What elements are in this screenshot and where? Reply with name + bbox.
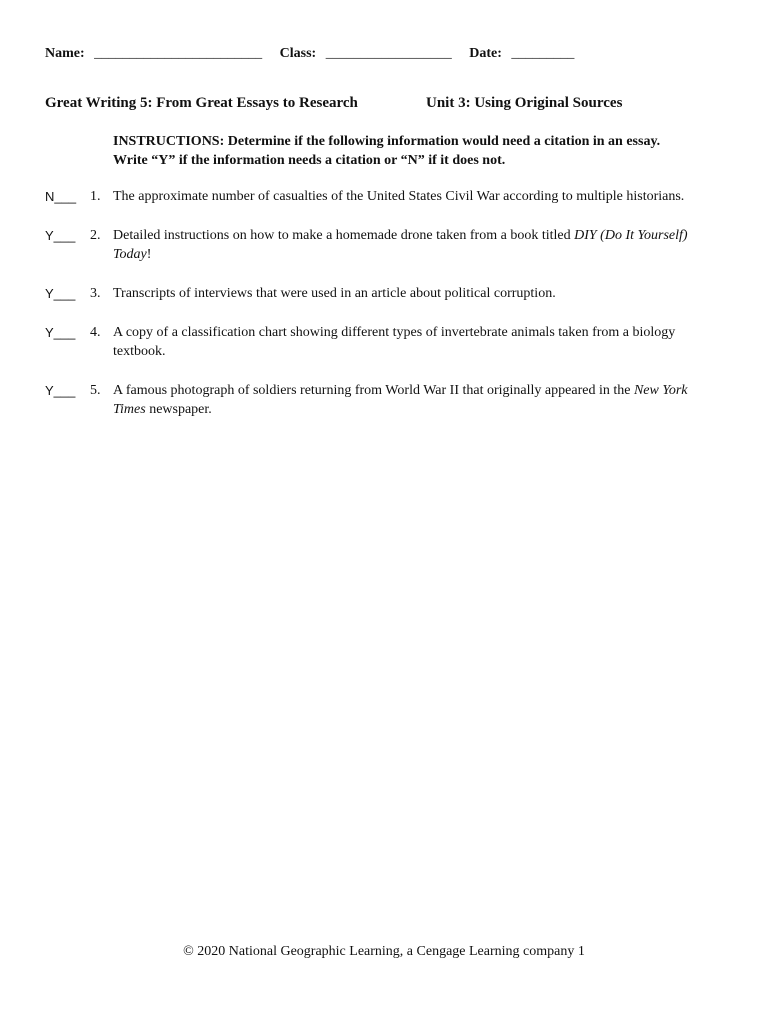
instructions-line-2: Write “Y” if the information needs a citation or “N” if it does not. xyxy=(113,153,506,168)
answer-blank: Y___ xyxy=(45,286,76,301)
copyright-footer: © 2020 National Geographic Learning, a Cengage Learning company 1 xyxy=(183,944,585,959)
question-item xyxy=(45,226,735,264)
date-label: Date: xyxy=(469,46,502,61)
question-list xyxy=(45,187,735,439)
question-text: Detailed instructions on how to make a homemade drone taken from a book titled DIY (Do It Yourself) Today! xyxy=(113,228,688,262)
question-item xyxy=(45,323,735,361)
name-label: Name: xyxy=(45,46,85,61)
question-number: 4. xyxy=(90,325,101,340)
question-text: A famous photograph of soldiers returning from World War II that originally appeared in the New York Times newspaper. xyxy=(113,383,688,417)
class-blank: __________________ xyxy=(325,46,452,61)
question-item xyxy=(45,381,735,419)
question-number: 2. xyxy=(90,228,101,243)
answer-blank: Y___ xyxy=(45,383,76,398)
answer-blank: N___ xyxy=(45,189,77,204)
answer-blank: Y___ xyxy=(45,228,76,243)
question-item xyxy=(45,284,735,303)
book-title: Great Writing 5: From Great Essays to Research xyxy=(45,95,358,111)
question-text: Transcripts of interviews that were used in an article about political corruption. xyxy=(113,286,556,301)
date-blank: _________ xyxy=(511,46,575,61)
question-number: 5. xyxy=(90,383,101,398)
name-blank: ________________________ xyxy=(94,46,263,61)
question-number: 1. xyxy=(90,189,101,204)
instructions-line-1: INSTRUCTIONS: Determine if the following information would need a citation in an essay. xyxy=(113,134,661,149)
class-label: Class: xyxy=(279,46,317,61)
question-item xyxy=(45,187,735,206)
answer-blank: Y___ xyxy=(45,325,76,340)
unit-title: Unit 3: Using Original Sources xyxy=(426,95,623,111)
question-number: 3. xyxy=(90,286,101,301)
question-text: A copy of a classification chart showing different types of invertebrate animals taken from a biology textbook. xyxy=(113,325,676,359)
student-info-row xyxy=(45,46,574,62)
question-text: The approximate number of casualties of the United States Civil War according to multiple historians. xyxy=(113,189,685,204)
instructions xyxy=(113,132,733,170)
